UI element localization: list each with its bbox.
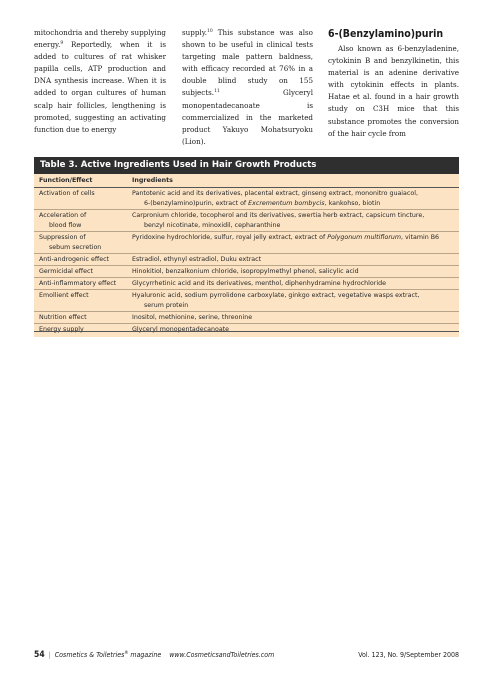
function-cell: Suppression of sebum secretion: [39, 234, 102, 251]
body-paragraph: mitochondria and thereby supplying energy.$^9$ Reportedly, when it is added to cultures of rat whisker papilla cells, ATP production and DNA synthesis increase. When it is added to organ cultures of human scalp hair follicles, lengthening is promoted, suggesting an activating function due to energy: [34, 28, 166, 134]
table-row: [34, 232, 459, 254]
reference-number: 11: [214, 89, 220, 95]
body-column-1: [34, 27, 166, 136]
footer-separator: |: [48, 651, 51, 659]
ingredients-cell: Carpronium chloride, tocopherol and its derivatives, swertia herb extract, capsicum tincture, benzyl nicotinate, minoxidil, cepharanthine: [132, 212, 425, 229]
table-row: [34, 312, 459, 324]
registered-mark: ®: [124, 651, 129, 656]
header-function: Function/Effect: [39, 177, 93, 184]
function-cell: Energy supply: [39, 326, 84, 333]
header-ingredients: Ingredients: [132, 177, 173, 184]
function-cell: Activation of cells: [39, 190, 95, 197]
function-cell: Acceleration of blood flow: [39, 212, 87, 229]
table-header-row: [34, 174, 459, 188]
function-cell: Emollient effect: [39, 292, 89, 299]
body-column-3: [328, 27, 459, 140]
table-row: [34, 210, 459, 232]
journal-suffix: magazine: [128, 651, 162, 659]
function-cell: Anti-inflammatory effect: [39, 280, 117, 287]
body-column-2: [182, 27, 313, 148]
issue-info: Vol. 123, No. 9/September 2008: [358, 651, 459, 659]
journal-url[interactable]: www.CosmeticsandToiletries.com: [169, 651, 275, 659]
function-cell: Germicidal effect: [39, 268, 93, 275]
table-row: [34, 188, 459, 210]
section-divider: [34, 331, 459, 332]
ingredients-cell: Pyridoxine hydrochloride, sulfur, royal jelly extract, extract of Polygonum multiflorum, vitamin B6: [132, 234, 440, 241]
ingredients-cell: Hinokitiol, benzalkonium chloride, isopropylmethyl phenol, salicylic acid: [132, 268, 359, 275]
function-cell: Nutrition effect: [39, 314, 87, 321]
function-cell: Anti-androgenic effect: [39, 256, 110, 263]
table-row: [34, 254, 459, 266]
table-row: [34, 266, 459, 278]
section-heading: 6-(Benzylamino)purin: [328, 28, 444, 40]
table-row: [34, 278, 459, 290]
table-row: [34, 290, 459, 312]
ingredients-table: [34, 157, 459, 337]
body-paragraph: supply.$^{10}$ This substance was also shown to be useful in clinical tests targeting male pattern baldness, with efficacy recorded at 76% in a double blind study on 155 subjects.$^{11}$ Glyceryl monopentadecanoate is commercialized in the marketed product Yakuyo Mohatsuryoku (Lion).: [182, 28, 313, 146]
page-number: 54: [34, 650, 45, 660]
ingredients-cell: Pantotenic acid and its derivatives, placental extract, ginseng extract, mononitro guaiacol, 6-(benzylamino)purin, extract of Excrementum bombycis, kankohso, biotin: [132, 190, 418, 207]
footer-left: [34, 650, 274, 660]
reference-number: 9: [60, 41, 64, 47]
body-paragraph: Also known as 6-benzyladenine, cytokinin B and benzylkinetin, this material is an adenine derivative with cytokinin effects in plants. Hatae et al. found in a hair growth study on C3H mice that this substance promotes the conversion of the hair cycle from: [328, 44, 459, 138]
page-footer: [34, 650, 459, 660]
reference-number: 10: [207, 29, 213, 34]
table-title: Table 3. Active Ingredients Used in Hair Growth Products: [34, 157, 459, 174]
ingredients-cell: Estradiol, ethynyl estradiol, Duku extract: [132, 256, 262, 263]
ingredients-cell: Hyaluronic acid, sodium pyrrolidone carboxylate, ginkgo extract, vegetative wasps extract, serum protein: [132, 292, 420, 309]
ingredients-cell: Inositol, methionine, serine, threonine: [132, 314, 253, 321]
ingredients-cell: Glyceryl monopentadecanoate: [132, 326, 230, 333]
ingredients-cell: Glycyrrhetinic acid and its derivatives, menthol, diphenhydramine hydrochloride: [132, 280, 386, 287]
journal-name: Cosmetics & Toiletries: [54, 651, 125, 659]
